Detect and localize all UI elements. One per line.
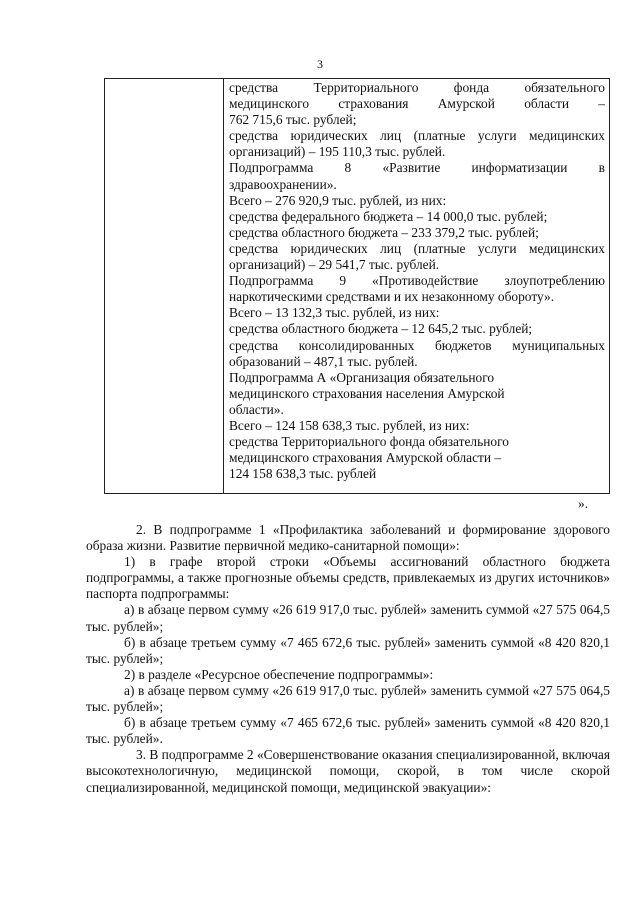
paragraph-item-3: 3. В подпрограмме 2 «Совершенствование оказания специализированной, включая высокотехнологичную, медицинской помощи, скорой, в том числе скорой специализированной, медицинской помощи, медицинской эвакуации»: [86, 747, 610, 795]
amendments-text [86, 522, 610, 796]
table-column-divider [223, 79, 224, 493]
passport-table [104, 78, 610, 494]
table-line: средства Территориального фонда обязательного [229, 434, 509, 450]
table-line: средства консолидированных бюджетов муниципальных [229, 337, 605, 353]
table-line: Подпрограмма 8 «Развитие информатизации в [229, 160, 605, 176]
table-line: 762 715,6 тыс. рублей; [229, 112, 357, 128]
paragraph-item-2-2-a: а) в абзаце первом сумму «26 619 917,0 тыс. рублей» заменить суммой «27 575 064,5 тыс. рублей»; [86, 682, 610, 715]
closing-quote: ». [578, 496, 589, 511]
table-line: Всего – 124 158 638,3 тыс. рублей, из них: [229, 417, 470, 433]
table-cell-resources [229, 80, 605, 482]
paragraph-item-2: 2. В подпрограмме 1 «Профилактика заболеваний и формирование здорового образа жизни. Развитие первичной медико-санитарной помощи»: [86, 522, 610, 554]
paragraph-item-2-2: 2) в разделе «Ресурсное обеспечение подпрограммы»: [124, 666, 434, 682]
paragraph-item-2-1: 1) в графе второй строки «Объемы ассигнований областного бюджета подпрограммы, а также прогнозные объемы средств, привлекаемых из других источников» паспорта подпрограммы: [86, 554, 610, 602]
paragraph-item-2-2-b: б) в абзаце третьем сумму «7 465 672,6 тыс. рублей» заменить суммой «8 420 820,1 тыс. рублей». [86, 715, 610, 747]
table-line: Всего – 13 132,3 тыс. рублей, из них: [229, 305, 440, 321]
table-line: Подпрограмма 9 «Противодействие злоупотреблению [229, 273, 605, 289]
table-line: медицинского страхования Амурской области – [229, 96, 605, 112]
page-number: 3 [317, 57, 323, 71]
table-line: организаций) – 195 110,3 тыс. рублей. [229, 144, 446, 160]
paragraph-item-2-1-a: а) в абзаце первом сумму «26 619 917,0 тыс. рублей» заменить суммой «27 575 064,5 тыс. рублей»; [86, 602, 610, 634]
paragraph-item-2-1-b: б) в абзаце третьем сумму «7 465 672,6 тыс. рублей» заменить суммой «8 420 820,1 тыс. рублей»; [86, 634, 610, 666]
table-line: 124 158 638,3 тыс. рублей [229, 466, 377, 482]
table-line: средства Территориального фонда обязательного [229, 80, 605, 95]
table-line: средства областного бюджета – 233 379,2 тыс. рублей; [229, 224, 539, 240]
table-line: медицинского страхования Амурской области – [229, 450, 502, 466]
table-line: здравоохранении». [229, 176, 337, 192]
table-line: средства федерального бюджета – 14 000,0 тыс. рублей; [229, 208, 548, 224]
table-line: средства юридических лиц (платные услуги медицинских [229, 128, 605, 144]
table-line: организаций) – 29 541,7 тыс. рублей. [229, 257, 440, 273]
table-line: Подпрограмма А «Организация обязательного [229, 369, 495, 385]
table-line: средства юридических лиц (платные услуги медицинских [229, 240, 605, 256]
table-line: средства областного бюджета – 12 645,2 тыс. рублей; [229, 321, 533, 337]
table-line: медицинского страхования населения Амурской [229, 385, 505, 401]
table-line: области». [229, 401, 284, 417]
table-line: образований – 487,1 тыс. рублей. [229, 353, 418, 369]
table-line: наркотическими средствами и их незаконному обороту». [229, 289, 555, 305]
table-line: Всего – 276 920,9 тыс. рублей, из них: [229, 192, 447, 208]
